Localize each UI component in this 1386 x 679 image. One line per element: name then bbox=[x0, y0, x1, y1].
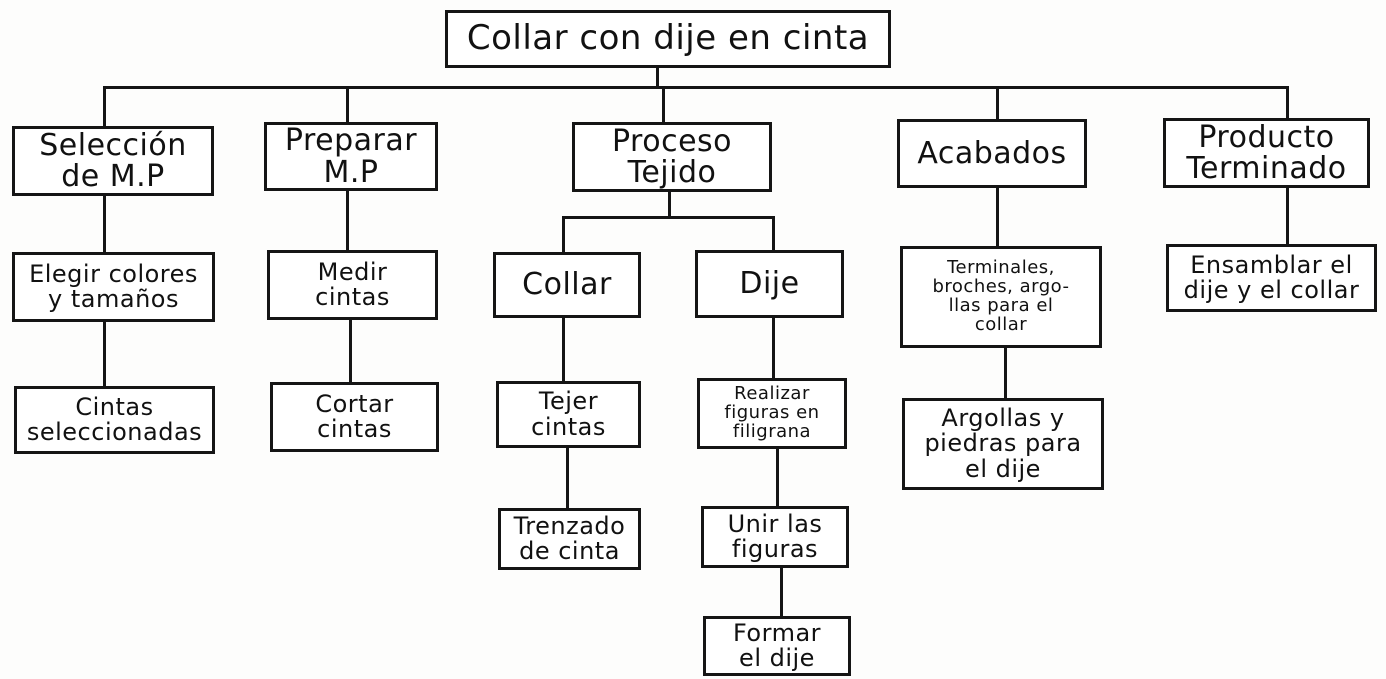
connector-to-collar bbox=[562, 216, 565, 254]
node-dije-step-3 bbox=[703, 616, 851, 676]
connector-producto-1 bbox=[1286, 186, 1289, 246]
node-acabados-step-1 bbox=[900, 246, 1102, 348]
connector-level1-bar bbox=[103, 86, 1289, 89]
node-producto-step-1-label: Ensamblar el dije y el collar bbox=[1183, 250, 1360, 304]
node-dije bbox=[695, 250, 844, 318]
node-preparar-label: Preparar M.P bbox=[284, 123, 418, 190]
connector-acabados-1 bbox=[996, 186, 999, 248]
node-producto-label: Producto Terminado bbox=[1186, 119, 1347, 186]
node-root-label: Collar con dije en cinta bbox=[466, 18, 870, 59]
node-seleccion-label: Selección de M.P bbox=[39, 127, 187, 194]
node-collar-step-1-label: Tejer cintas bbox=[531, 387, 606, 441]
node-root bbox=[445, 10, 891, 68]
connector-preparar-1 bbox=[346, 189, 349, 252]
node-preparar-step-1 bbox=[267, 250, 438, 320]
connector-dije-2 bbox=[776, 448, 779, 508]
node-proceso bbox=[572, 122, 772, 192]
node-producto bbox=[1163, 118, 1370, 188]
node-dije-step-1 bbox=[697, 378, 847, 449]
node-preparar bbox=[264, 122, 438, 191]
node-collar bbox=[493, 252, 641, 318]
connector-seleccion-2 bbox=[103, 320, 106, 388]
node-acabados-step-2-label: Argollas y piedras para el dije bbox=[924, 404, 1082, 483]
node-preparar-step-2 bbox=[270, 382, 439, 452]
connector-collar-1 bbox=[562, 316, 565, 382]
node-seleccion-step-1 bbox=[12, 252, 215, 322]
node-dije-step-3-label: Formar el dije bbox=[732, 618, 822, 672]
node-collar-step-2-label: Trenzado de cinta bbox=[513, 511, 626, 565]
connector-to-acabados bbox=[996, 86, 999, 120]
connector-collar-2 bbox=[566, 446, 569, 510]
connector-preparar-2 bbox=[349, 318, 352, 384]
connector-proceso-bar bbox=[562, 216, 775, 219]
connector-to-preparar bbox=[346, 86, 349, 123]
node-preparar-step-1-label: Medir cintas bbox=[315, 257, 390, 311]
node-dije-step-2 bbox=[701, 506, 849, 568]
connector-to-producto bbox=[1286, 86, 1289, 120]
node-preparar-step-2-label: Cortar cintas bbox=[315, 389, 394, 443]
connector-acabados-2 bbox=[1004, 346, 1007, 400]
connector-root-down bbox=[656, 66, 659, 88]
node-seleccion-step-2 bbox=[14, 386, 215, 454]
node-collar-step-2 bbox=[498, 508, 641, 570]
node-acabados-label: Acabados bbox=[917, 135, 1067, 171]
connector-to-proceso bbox=[662, 86, 665, 124]
node-acabados bbox=[897, 119, 1087, 188]
node-acabados-step-1-label: Terminales, broches, argo- llas para el collar bbox=[932, 257, 1070, 335]
node-dije-label: Dije bbox=[739, 266, 800, 302]
connector-dije-3 bbox=[780, 566, 783, 618]
connector-proceso-down bbox=[668, 190, 671, 218]
node-dije-step-2-label: Unir las figuras bbox=[727, 509, 823, 563]
node-collar-label: Collar bbox=[522, 267, 612, 303]
connector-to-seleccion bbox=[103, 86, 106, 127]
node-seleccion-step-1-label: Elegir colores y tamaños bbox=[29, 259, 198, 313]
node-proceso-label: Proceso Tejido bbox=[611, 123, 733, 190]
node-acabados-step-2 bbox=[902, 398, 1104, 490]
node-collar-step-1 bbox=[496, 381, 641, 448]
connector-seleccion-1 bbox=[103, 194, 106, 254]
node-seleccion-step-2-label: Cintas seleccionadas bbox=[26, 392, 203, 446]
connector-to-dije bbox=[772, 216, 775, 252]
node-seleccion bbox=[12, 126, 214, 196]
node-producto-step-1 bbox=[1166, 244, 1377, 312]
connector-dije-1 bbox=[772, 316, 775, 380]
node-dije-step-1-label: Realizar figuras en filigrana bbox=[724, 383, 820, 442]
